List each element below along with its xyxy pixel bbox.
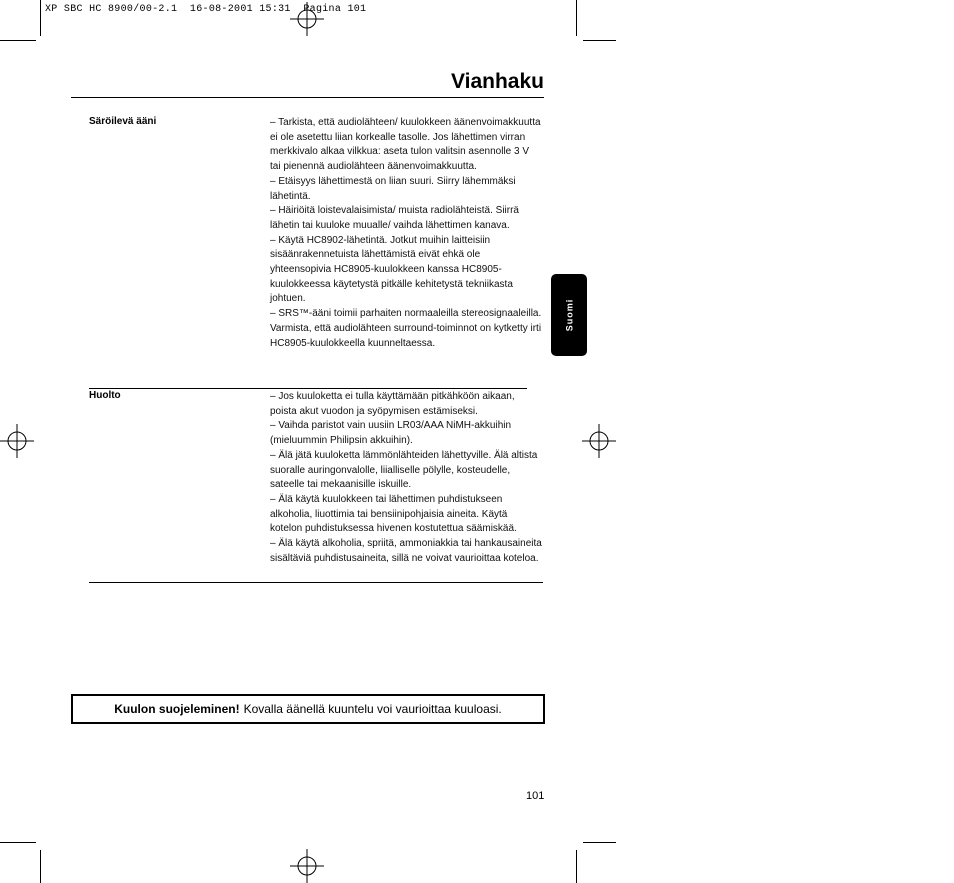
page-title: Vianhaku xyxy=(451,70,544,93)
section-divider xyxy=(89,388,527,389)
paragraph: – Etäisyys lähettimestä on liian suuri. Siirry lähemmäksi lähetintä. xyxy=(270,175,516,202)
crop-mark xyxy=(0,40,36,41)
section-body xyxy=(270,390,542,566)
crop-mark xyxy=(576,0,577,36)
paragraph: – Käytä HC8902-lähetintä. Jotkut muihin laitteisiin sisäänrakennetuista lähettämistä eivät ehkä ole yhteensopivia HC8905-kuulokkeen kanssa HC8905-kuulokkeessa käytetystä pitkälle kehitetystä tekniikasta johtuen. xyxy=(270,234,513,305)
language-tab-label: Suomi xyxy=(563,298,574,332)
crop-mark xyxy=(40,0,41,36)
paragraph: – SRS™-ääni toimii parhaiten normaaleilla stereosignaaleilla. Varmista, että audiolähteen surround-toiminnot on kytketty irti HC8905-kuulokkeella kuunneltaessa. xyxy=(270,308,542,349)
crop-mark xyxy=(576,850,577,883)
paragraph: – Älä käytä alkoholia, spriitä, ammoniakkia tai hankausaineita sisältäviä puhdistusaineita, sillä ne voivat vaurioittaa koteloa. xyxy=(270,538,542,564)
paragraph: – Vaihda paristot vain uusiin LR03/AAA NiMH-akkuihin (mieluummin Philipsin akkuihin). xyxy=(270,420,512,447)
language-tab xyxy=(551,274,587,356)
registration-mark-icon xyxy=(290,849,324,883)
paragraph: – Älä käytä kuulokkeen tai lähettimen puhdistukseen alkoholia, liuottimia tai bensiinipohjaisia aineita. Käytä kotelon puhdistuksessa hivenen kostutettua säämiskää. xyxy=(270,493,517,535)
warning-heading: Kuulon suojeleminen! xyxy=(114,702,240,716)
crop-mark xyxy=(583,842,616,843)
registration-mark-icon xyxy=(582,424,616,458)
crop-mark xyxy=(40,850,41,883)
paragraph: – Tarkista, että audiolähteen/ kuulokkeen äänenvoimakkuutta ei ole asetettu liian korkealle tasolle. Jos lähettimen virran merkkivalo alkaa vilkkua: aseta tulon valitsin asennolle 3 V tai pienennä audiolähteen äänenvoimakkuutta. xyxy=(270,117,541,173)
section-body xyxy=(270,116,542,351)
registration-mark-icon xyxy=(0,424,34,458)
registration-mark-icon xyxy=(290,2,324,36)
crop-mark xyxy=(583,40,616,41)
section-divider xyxy=(89,582,543,583)
print-header: XP SBC HC 8900/00-2.1 16-08-2001 15:31 Pagina 101 xyxy=(45,4,367,15)
hearing-warning-box xyxy=(71,694,545,724)
paragraph: – Jos kuuloketta ei tulla käyttämään pitkähköön aikaan, poista akut vuodon ja syöpymisen estämiseksi. xyxy=(270,391,515,417)
warning-text: Kovalla äänellä kuuntelu voi vaurioittaa kuuloasi. xyxy=(243,702,502,716)
page-number: 101 xyxy=(526,790,545,802)
paragraph: – Älä jätä kuuloketta lämmönlähteiden lähettyville. Älä altista suoralle auringonvalolle, liialliselle pölylle, kosteudelle, sateelle tai mekaanisille iskuille. xyxy=(270,449,538,491)
crop-mark xyxy=(0,842,36,843)
paragraph: – Häiriöitä loistevalaisimista/ muista radiolähteistä. Siirrä lähetin tai kuuloke muualle/ vaihda lähettimen kanava. xyxy=(270,205,519,231)
section-label: Huolto xyxy=(89,390,121,401)
title-rule xyxy=(71,97,544,98)
section-label: Säröilevä ääni xyxy=(89,116,157,127)
